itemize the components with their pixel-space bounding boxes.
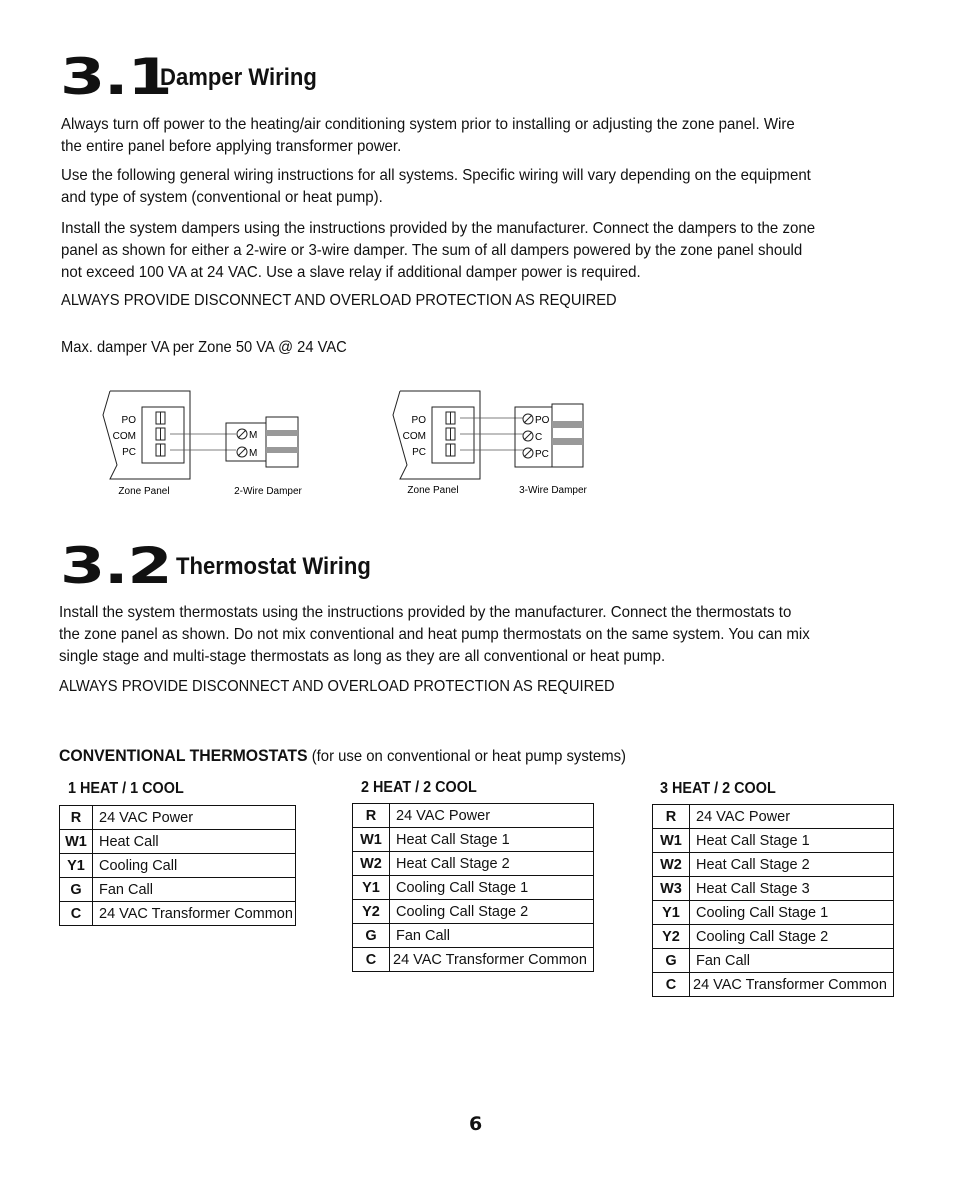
zone-panel-caption: Zone Panel <box>118 486 170 497</box>
table-row <box>60 854 296 878</box>
terminal-description: Heat Call Stage 3 <box>690 877 894 901</box>
damper-paragraph-1: Always turn off power to the heating/air conditioning system prior to installing or adjusting the zone panel. Wire the entire panel before applying transformer power. <box>61 116 795 155</box>
terminal-code: R <box>653 805 690 829</box>
terminal-description: Heat Call <box>93 830 296 854</box>
panel-terminal-label: PO <box>411 415 426 426</box>
terminal-table-2-heat-2-cool <box>352 803 594 972</box>
terminal-description: Heat Call Stage 1 <box>390 828 594 852</box>
terminal-description: Heat Call Stage 1 <box>690 829 894 853</box>
panel-terminal-label: COM <box>402 431 426 442</box>
section-number-3-2: 3.2 <box>60 537 172 595</box>
table-row <box>653 901 894 925</box>
terminal-description: Cooling Call Stage 2 <box>690 925 894 949</box>
thermostat-warning: ALWAYS PROVIDE DISCONNECT AND OVERLOAD PROTECTION AS REQUIRED <box>59 678 615 695</box>
table-row <box>60 902 296 926</box>
terminal-code: C <box>60 902 93 926</box>
table-row <box>353 828 594 852</box>
terminal-code: R <box>353 804 390 828</box>
terminal-description: Fan Call <box>93 878 296 902</box>
terminal-code: Y2 <box>653 925 690 949</box>
conventional-thermostats-heading <box>59 746 626 767</box>
damper-warning: ALWAYS PROVIDE DISCONNECT AND OVERLOAD PROTECTION AS REQUIRED <box>61 292 617 309</box>
terminal-description: Fan Call <box>390 924 594 948</box>
zone-panel-caption: Zone Panel <box>407 485 459 496</box>
table-row <box>353 900 594 924</box>
damper-caption: 3-Wire Damper <box>519 485 587 496</box>
damper-band <box>552 438 583 445</box>
table-row <box>653 805 894 829</box>
damper-band <box>552 421 583 428</box>
terminal-com <box>446 428 455 440</box>
terminal-description: Fan Call <box>690 949 894 973</box>
terminal-com <box>156 428 165 440</box>
terminal-description: Cooling Call Stage 1 <box>390 876 594 900</box>
terminal-description: Cooling Call Stage 2 <box>390 900 594 924</box>
terminal-description: Heat Call Stage 2 <box>690 853 894 877</box>
terminal-code: Y1 <box>653 901 690 925</box>
section-title-damper-wiring: Damper Wiring <box>160 64 317 91</box>
conventional-title: CONVENTIONAL THERMOSTATS <box>59 746 308 765</box>
terminal-code: W2 <box>353 852 390 876</box>
table-row <box>653 925 894 949</box>
damper-wiring-diagrams <box>95 385 615 500</box>
diagram-2-wire <box>103 391 303 497</box>
table-row <box>353 948 594 972</box>
terminal-pc <box>156 444 165 456</box>
section-number-3-1: 3.1 <box>60 48 172 106</box>
terminal-code: Y1 <box>353 876 390 900</box>
terminal-code: W3 <box>653 877 690 901</box>
terminal-po <box>446 412 455 424</box>
table-row <box>353 804 594 828</box>
terminal-po <box>156 412 165 424</box>
screw-terminal-icon <box>523 448 533 458</box>
screw-terminal-icon <box>523 431 533 441</box>
diagram-3-wire <box>393 391 588 496</box>
screw-terminal-icon <box>237 447 247 457</box>
terminal-code: W1 <box>353 828 390 852</box>
terminal-code: G <box>60 878 93 902</box>
panel-terminal-label: PC <box>122 447 136 458</box>
table-row <box>653 853 894 877</box>
table-row <box>353 924 594 948</box>
terminal-code: W1 <box>653 829 690 853</box>
panel-terminal-label: PC <box>412 447 426 458</box>
damper-paragraph-2: Use the following general wiring instructions for all systems. Specific wiring will vary depending on the equipment and type of system (conventional or heat pump). <box>61 167 811 206</box>
table-row <box>60 878 296 902</box>
terminal-block <box>432 407 474 463</box>
damper-terminal-label: M <box>249 430 258 441</box>
screw-terminal-icon <box>523 414 533 424</box>
terminal-code: G <box>653 949 690 973</box>
section-title-thermostat-wiring: Thermostat Wiring <box>176 553 371 580</box>
terminal-code: G <box>353 924 390 948</box>
terminal-code: R <box>60 806 93 830</box>
table-title-1-heat-1-cool: 1 HEAT / 1 COOL <box>68 780 184 797</box>
table-row <box>60 830 296 854</box>
terminal-code: Y1 <box>60 854 93 878</box>
table-row <box>653 949 894 973</box>
screw-terminal-icon <box>237 429 247 439</box>
terminal-table-1-heat-1-cool <box>59 805 296 926</box>
conventional-note: (for use on conventional or heat pump systems) <box>307 748 626 765</box>
terminal-description: 24 VAC Transformer Common <box>690 973 894 997</box>
damper-terminal-label: C <box>535 432 543 443</box>
table-row <box>653 973 894 997</box>
damper-paragraph-3: Install the system dampers using the instructions provided by the manufacturer. Connect the dampers to the zone panel as shown for either a 2-wire or 3-wire damper. The sum of all dampers powered by the zone panel should not exceed 100 VA at 24 VAC. Use a slave relay if additional damper power is required. <box>61 220 816 281</box>
terminal-table-3-heat-2-cool <box>652 804 894 997</box>
table-row <box>653 877 894 901</box>
terminal-description: 24 VAC Power <box>690 805 894 829</box>
thermostat-paragraph: Install the system thermostats using the instructions provided by the manufacturer. Connect the thermostats to the zone panel as shown. Do not mix conventional and heat pump thermostats on the same system. You can mix single stage and multi-stage thermostats as long as they are all conventional or heat pump. <box>59 604 810 665</box>
table-title-2-heat-2-cool: 2 HEAT / 2 COOL <box>361 779 477 796</box>
terminal-description: 24 VAC Transformer Common <box>390 948 594 972</box>
terminal-code: W2 <box>653 853 690 877</box>
table-row <box>60 806 296 830</box>
terminal-pc <box>446 444 455 456</box>
damper-band <box>266 447 298 453</box>
terminal-code: Y2 <box>353 900 390 924</box>
page-number: 6 <box>469 1113 483 1135</box>
table-title-3-heat-2-cool: 3 HEAT / 2 COOL <box>660 780 776 797</box>
damper-terminal-label: PO <box>535 415 550 426</box>
terminal-block <box>142 407 184 463</box>
terminal-code: C <box>353 948 390 972</box>
table-row <box>353 876 594 900</box>
terminal-description: Cooling Call <box>93 854 296 878</box>
terminal-description: Cooling Call Stage 1 <box>690 901 894 925</box>
damper-band <box>266 430 298 436</box>
damper-actuator <box>266 417 298 467</box>
terminal-code: C <box>653 973 690 997</box>
panel-terminal-label: PO <box>121 415 136 426</box>
terminal-description: 24 VAC Power <box>93 806 296 830</box>
terminal-code: W1 <box>60 830 93 854</box>
terminal-description: 24 VAC Power <box>390 804 594 828</box>
table-row <box>353 852 594 876</box>
max-damper-va: Max. damper VA per Zone 50 VA @ 24 VAC <box>61 339 347 356</box>
damper-terminal-label: PC <box>535 449 549 460</box>
damper-terminal-label: M <box>249 448 258 459</box>
table-row <box>653 829 894 853</box>
panel-terminal-label: COM <box>112 431 136 442</box>
damper-actuator <box>552 404 583 467</box>
terminal-description: 24 VAC Transformer Common <box>93 902 296 926</box>
damper-caption: 2-Wire Damper <box>234 486 302 497</box>
terminal-description: Heat Call Stage 2 <box>390 852 594 876</box>
